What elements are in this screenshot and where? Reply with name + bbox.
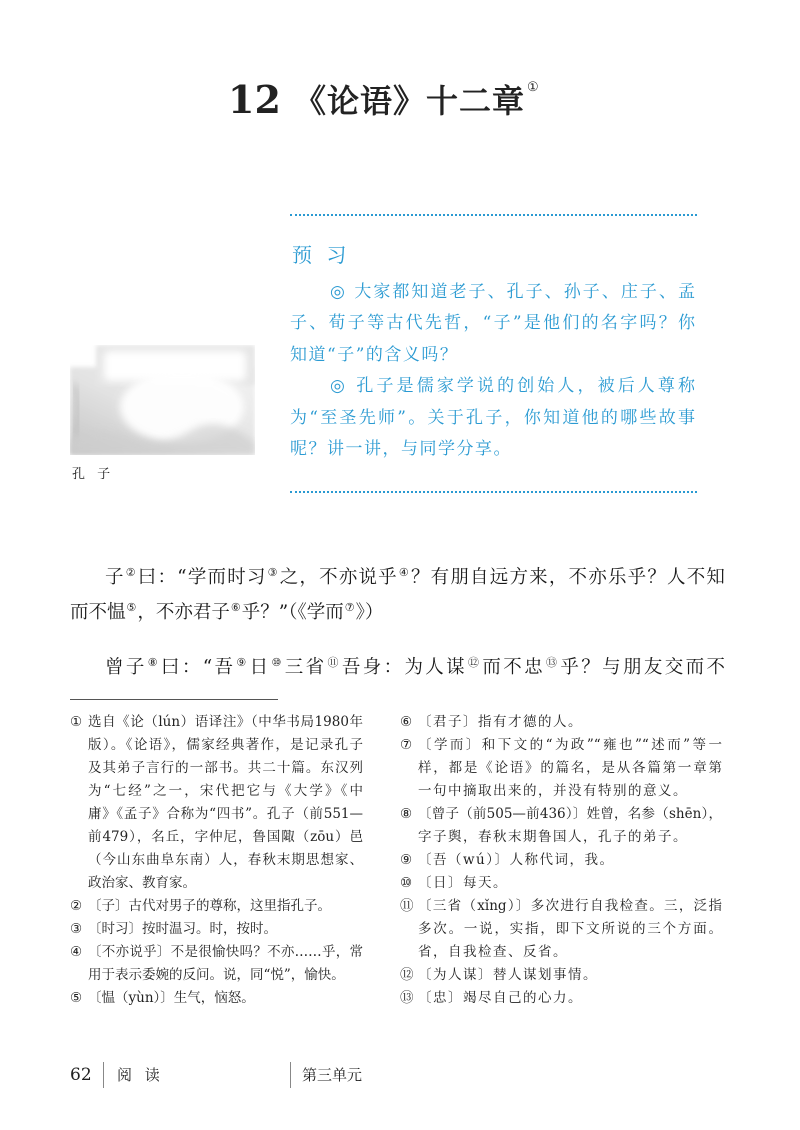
lesson-title: 《论语》十二章 xyxy=(294,82,526,120)
footnote-line: 〔为人谋〕替人谋划事情。 xyxy=(418,967,598,983)
footnote-line: 为“七经”之一，宋代把它与《大学》《中 xyxy=(88,783,363,799)
footnote-line: 〔不亦说乎〕不是很愉快吗？不亦……乎，常 xyxy=(88,944,363,960)
footnote-ref: ⑬ xyxy=(546,656,560,669)
footnote-ref: ⑦ xyxy=(344,601,355,614)
text-segment: 》） xyxy=(355,602,384,623)
footnote-marker: ① xyxy=(70,714,83,730)
preview-body xyxy=(290,277,695,465)
footnote-line: 样，都是《论语》的篇名，是从各篇第一章第 xyxy=(418,760,722,776)
footnote xyxy=(400,711,722,734)
text-segment: 曰：“吾 xyxy=(160,657,236,678)
text-segment: ，不亦君子 xyxy=(137,602,230,623)
footnote-text xyxy=(418,803,722,849)
footnote-divider xyxy=(70,699,278,700)
classical-text xyxy=(70,560,725,685)
text-segment: 吾身：为人谋 xyxy=(341,657,468,678)
text-line xyxy=(70,650,725,685)
footnotes-right-column xyxy=(400,711,722,1010)
footnote xyxy=(70,941,363,987)
footer-divider xyxy=(290,1062,291,1088)
text-segment: 乎？”（《学而 xyxy=(241,602,344,623)
footnote-line: 〔学而〕和下文的“为政”“雍也”“述而”等一 xyxy=(418,737,722,753)
footnote-text xyxy=(418,872,722,895)
portrait-image xyxy=(70,345,255,455)
footnote xyxy=(400,803,722,849)
text-segment: 曾子 xyxy=(105,657,147,678)
preview-line: 子、荀子等古代先哲，“子”是他们的名字吗？你 xyxy=(290,313,695,334)
footnote-text xyxy=(418,987,722,1010)
footnote xyxy=(400,734,722,803)
footer-unit: 第三单元 xyxy=(302,1066,363,1084)
footnote-text xyxy=(88,941,363,987)
footnote-marker: ⑨ xyxy=(400,852,413,868)
footnote-marker: ⑦ xyxy=(400,737,413,753)
footnote-line: 〔三省（xǐng）〕多次进行自我检查。三，泛指 xyxy=(418,898,722,914)
footnote xyxy=(70,987,363,1010)
text-paragraph xyxy=(70,560,725,630)
footer-divider xyxy=(103,1062,104,1088)
preview-border-bottom xyxy=(290,491,697,493)
footnote-line: 〔日〕每天。 xyxy=(418,875,508,891)
text-segment: 日 xyxy=(249,657,271,678)
preview-line: 为“至圣先师”。关于孔子，你知道他的哪些故事 xyxy=(290,407,695,428)
text-segment: 三省 xyxy=(284,657,327,678)
footnote-ref: ⑤ xyxy=(126,601,137,614)
footnote-text xyxy=(418,964,722,987)
footnote xyxy=(70,711,363,895)
text-segment: 曰：“学而时习 xyxy=(137,567,267,588)
footnote-line: 版）。《论语》，儒家经典著作，是记录孔子 xyxy=(88,737,363,753)
footnote-text xyxy=(88,987,363,1010)
footnote-line: 选自《论（lún）语译注》（中华书局1980年 xyxy=(88,714,363,730)
footnote xyxy=(400,849,722,872)
text-segment: ？有朋自远方来，不亦乐乎？人不知 xyxy=(410,567,725,588)
footnote-line: 一句中摘取出来的，并没有特别的意义。 xyxy=(418,783,688,799)
footnote-line: 省，自我检查、反省。 xyxy=(418,944,568,960)
footnote-text xyxy=(418,711,722,734)
portrait-caption: 孔 子 xyxy=(72,467,115,482)
footnote-ref: ⑪ xyxy=(327,656,341,669)
footnote-marker: ⑤ xyxy=(70,990,83,1006)
footnote-line: （今山东曲阜东南）人，春秋末期思想家、 xyxy=(88,852,363,868)
footnote-marker: ② xyxy=(70,898,83,914)
page-number: 62 xyxy=(70,1065,92,1085)
footnote-line: 〔时习〕按时温习。时，按时。 xyxy=(88,921,277,937)
footnote-line: 用于表示委婉的反问。说，同“悦”，愉快。 xyxy=(88,967,345,983)
title-footnote-marker: ① xyxy=(527,80,539,95)
footnote-line: 庸》《孟子》合称为“四书”。孔子（前551— xyxy=(88,806,363,822)
footnote-marker: ⑩ xyxy=(400,875,413,891)
footnote-line: 〔子〕古代对男子的尊称，这里指孔子。 xyxy=(88,898,331,914)
footnote-marker: ⑫ xyxy=(400,967,414,983)
footnote-text xyxy=(418,734,722,803)
footnote-marker: ③ xyxy=(70,921,83,937)
footnote-ref: ⑨ xyxy=(236,656,249,669)
footnote xyxy=(400,964,722,987)
footnote-line: 〔曾子（前505—前436）〕姓曾，名参（shēn）， xyxy=(418,806,722,822)
footnote-line: 多次。一说，实指，即下文所说的三个方面。 xyxy=(418,921,722,937)
footnote-ref: ④ xyxy=(398,566,410,579)
lesson-number: 12 xyxy=(228,77,281,122)
footnote-ref: ⑩ xyxy=(271,656,284,669)
footnote-marker: ⑪ xyxy=(400,898,414,914)
footnote-line: 前479），名丘，字仲尼，鲁国陬（zōu）邑 xyxy=(88,829,363,845)
preview-paragraph xyxy=(290,277,695,371)
footnote-line: 〔吾（wú）〕人称代词，我。 xyxy=(418,852,615,868)
footnote-line: 〔忠〕竭尽自己的心力。 xyxy=(418,990,583,1006)
text-segment: 而不忠 xyxy=(482,657,546,678)
text-line xyxy=(70,560,725,595)
footnote-marker: ④ xyxy=(70,944,83,960)
text-segment: 子 xyxy=(105,567,125,588)
footer-section: 阅 读 xyxy=(117,1066,164,1084)
footnote-line: 〔君子〕指有才德的人。 xyxy=(418,714,583,730)
footnote xyxy=(400,872,722,895)
preview-line: ◎ 大家都知道老子、孔子、孙子、庄子、孟 xyxy=(330,282,695,302)
footnote-marker: ⑥ xyxy=(400,714,413,730)
preview-heading: 预 习 xyxy=(292,243,351,267)
footnote-line: 政治家、教育家。 xyxy=(88,875,196,891)
footnote-text xyxy=(418,895,722,964)
text-segment: 而不愠 xyxy=(70,602,126,623)
preview-border-top xyxy=(290,214,697,216)
footnote-ref: ⑧ xyxy=(147,656,160,669)
preview-line: ◎ 孔子是儒家学说的创始人，被后人尊称 xyxy=(330,376,695,397)
footnote-text xyxy=(88,711,363,895)
footnote xyxy=(70,895,363,918)
footnote-text xyxy=(418,849,722,872)
footnote-line: 及其弟子言行的一部书。共二十篇。东汉列 xyxy=(88,760,363,776)
preview-line: 知道“子”的含义吗？ xyxy=(290,344,459,365)
footnote-ref: ③ xyxy=(267,566,279,579)
footnote-text xyxy=(88,895,363,918)
preview-line: 呢？讲一讲，与同学分享。 xyxy=(290,439,512,460)
footnote-line: 字子舆，春秋末期鲁国人，孔子的弟子。 xyxy=(418,829,688,845)
footnote xyxy=(400,987,722,1010)
preview-paragraph xyxy=(290,371,695,465)
footnotes-left-column xyxy=(70,711,363,1010)
footnote xyxy=(400,895,722,964)
footnote-ref: ⑫ xyxy=(468,656,482,669)
text-segment: 乎？与朋友交而不 xyxy=(560,657,725,678)
text-segment: 之，不亦说乎 xyxy=(279,567,398,588)
footnote-marker: ⑬ xyxy=(400,990,414,1006)
footnote-marker: ⑧ xyxy=(400,806,413,822)
footnote-line: 〔愠（yùn）〕生气，恼怒。 xyxy=(88,990,255,1006)
text-line xyxy=(70,595,725,630)
footnote-ref: ⑥ xyxy=(230,601,241,614)
footnote-text xyxy=(88,918,363,941)
footnote-ref: ② xyxy=(125,566,137,579)
footnote xyxy=(70,918,363,941)
text-paragraph xyxy=(70,650,725,685)
confucius-portrait xyxy=(70,345,255,455)
